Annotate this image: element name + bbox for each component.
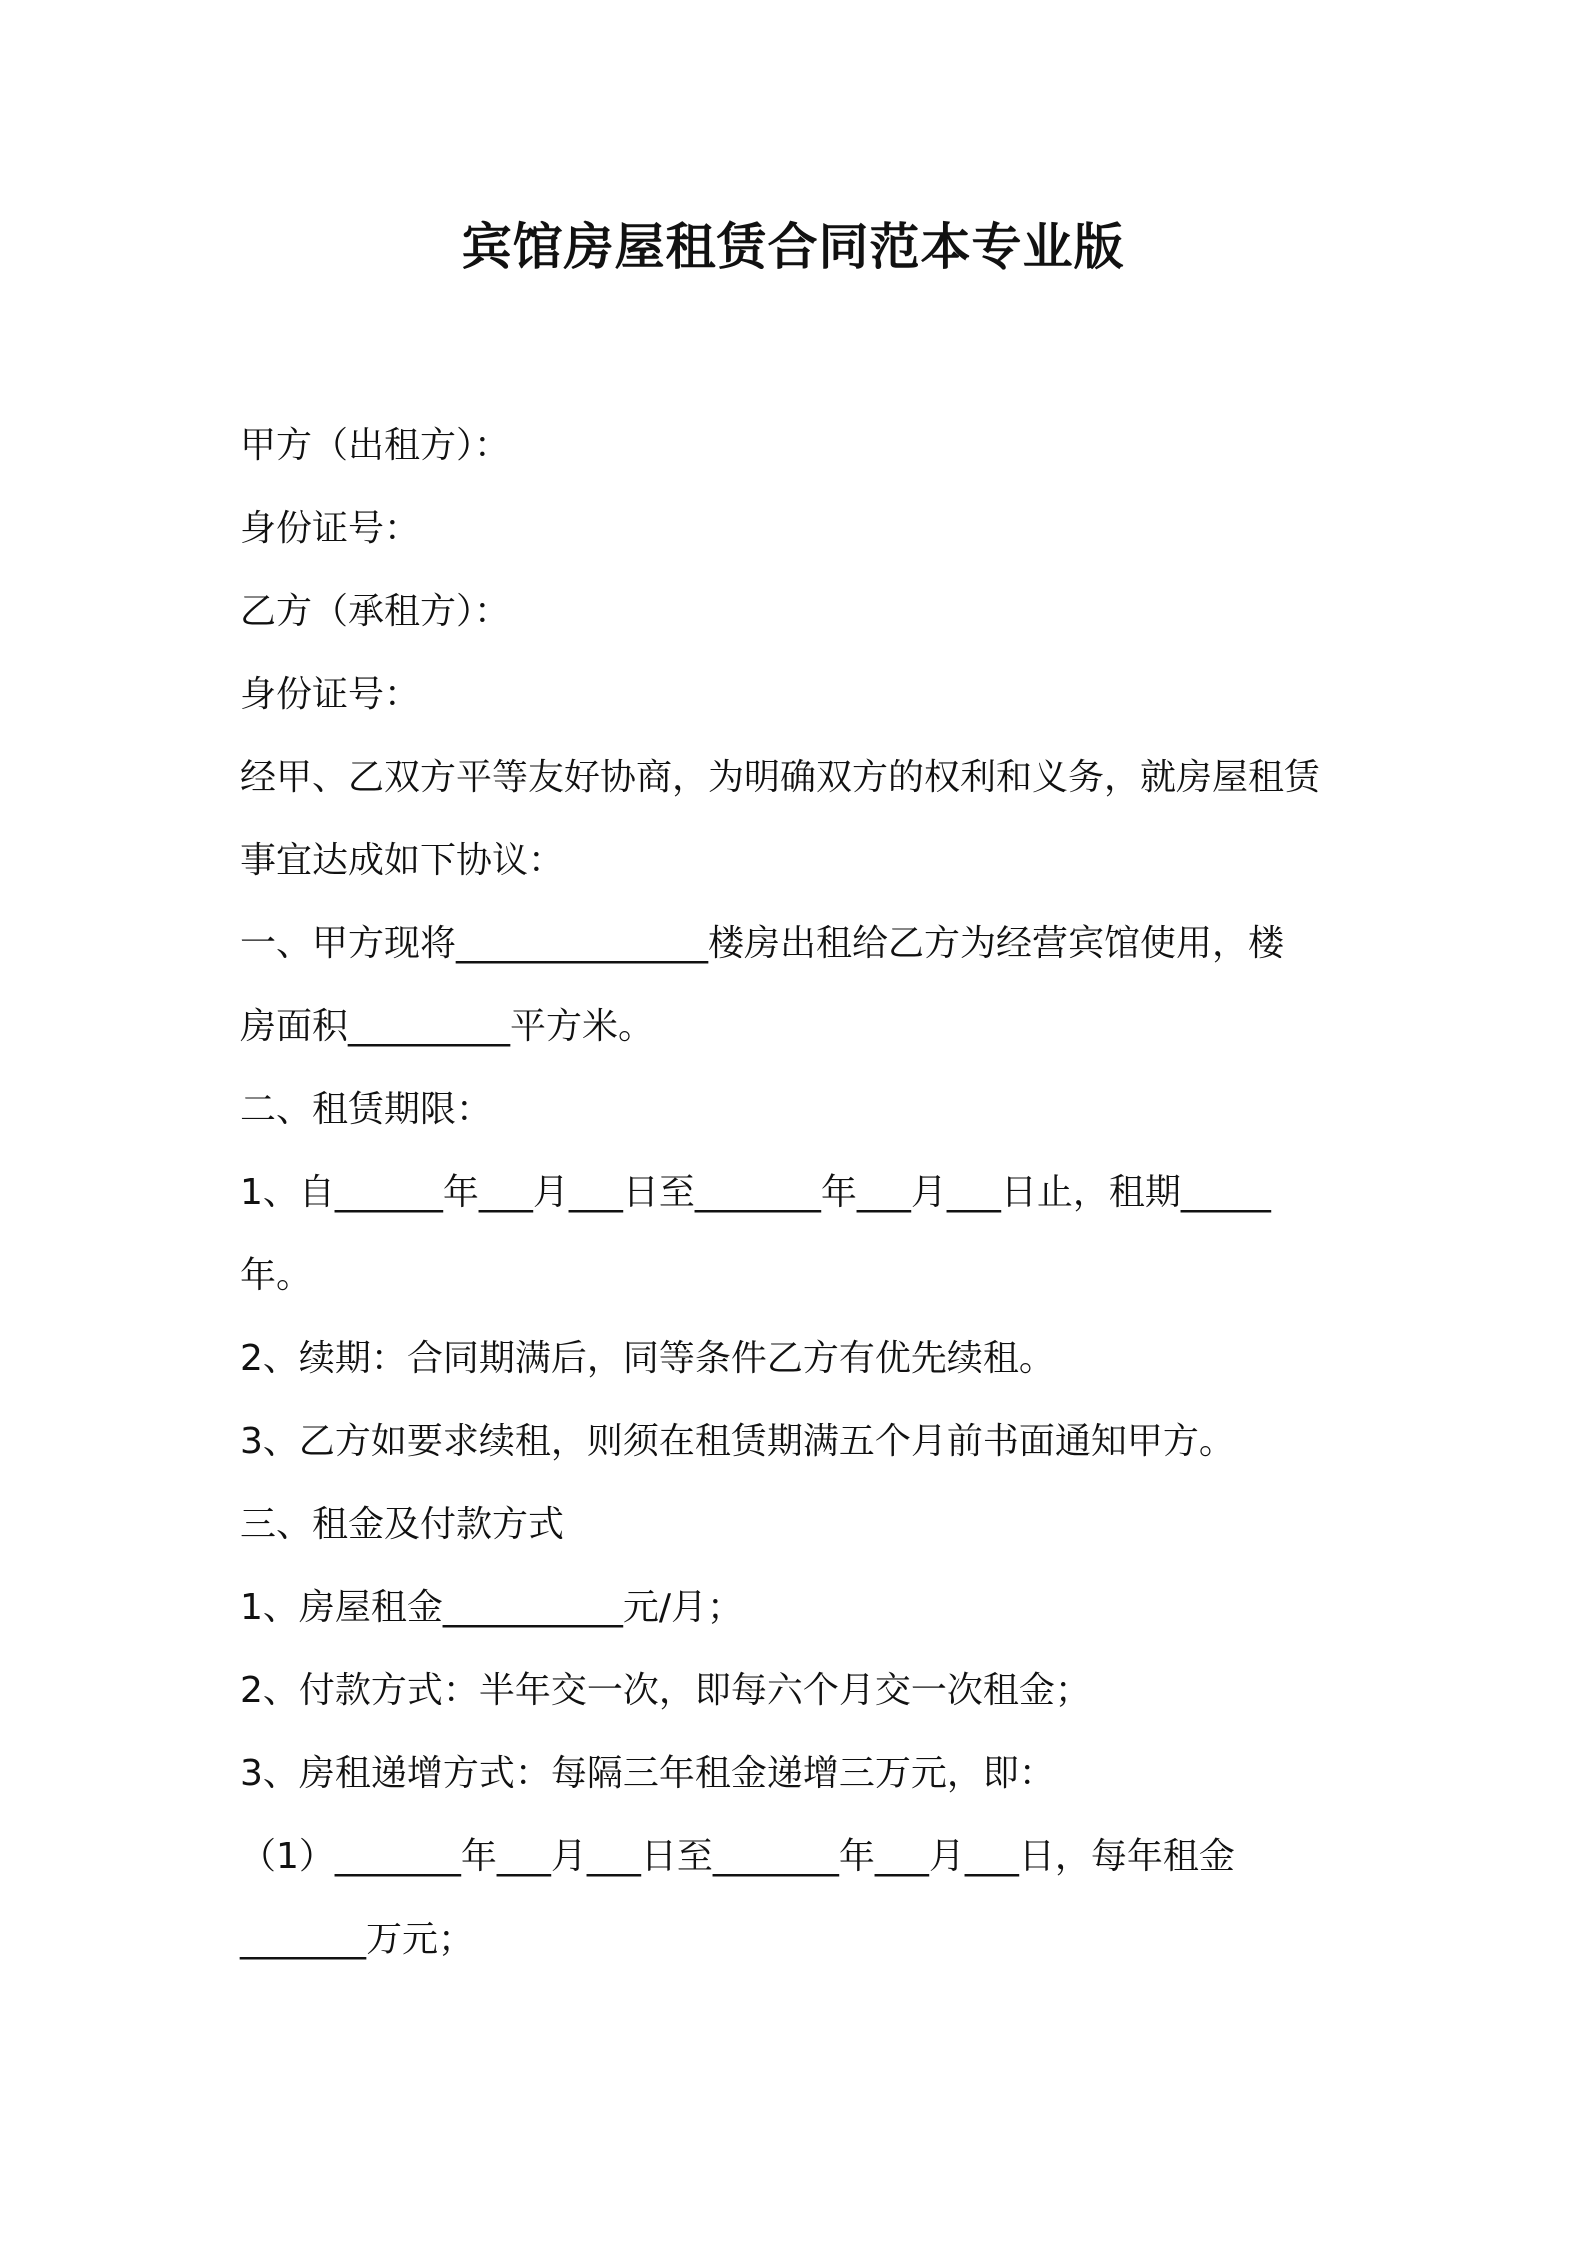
- rent-period-line-1: （1）_______年___月___日至_______年___月___日，每年租金: [240, 1836, 1235, 1877]
- term-line-2: 年。: [240, 1255, 313, 1296]
- party-b-line: 乙方（承租方）：: [240, 591, 511, 632]
- section-3-heading: 三、租金及付款方式: [240, 1504, 565, 1545]
- renewal-line: 2、续期：合同期满后，同等条件乙方有优先续租。: [240, 1338, 1055, 1379]
- rent-period-line-2: _______万元；: [240, 1919, 475, 1960]
- clause-1-line-2: 房面积_________平方米。: [240, 1006, 655, 1047]
- contract-body: [240, 404, 1360, 1981]
- party-a-line: 甲方（出租方）：: [240, 425, 511, 466]
- term-line-1: 1、自______年___月___日至_______年___月___日止，租期_____: [240, 1172, 1271, 1213]
- renewal-notice-line: 3、乙方如要求续租，则须在租赁期满五个月前书面通知甲方。: [240, 1421, 1235, 1462]
- document-title: 宾馆房屋租赁合同范本专业版: [461, 218, 1125, 276]
- preamble-line-2: 事宜达成如下协议：: [240, 840, 565, 881]
- party-b-id-line: 身份证号：: [240, 674, 421, 715]
- rent-amount-line: 1、房屋租金__________元/月；: [240, 1587, 744, 1628]
- rent-increase-line: 3、房租递增方式：每隔三年租金递增三万元，即：: [240, 1753, 1055, 1794]
- clause-1-line-1: 一、甲方现将______________楼房出租给乙方为经营宾馆使用，楼: [240, 923, 1285, 964]
- payment-method-line: 2、付款方式：半年交一次，即每六个月交一次租金；: [240, 1670, 1091, 1711]
- party-a-id-line: 身份证号：: [240, 508, 421, 549]
- section-2-heading: 二、租赁期限：: [240, 1089, 493, 1130]
- preamble-line-1: 经甲、乙双方平等友好协商，为明确双方的权利和义务，就房屋租赁: [240, 757, 1321, 798]
